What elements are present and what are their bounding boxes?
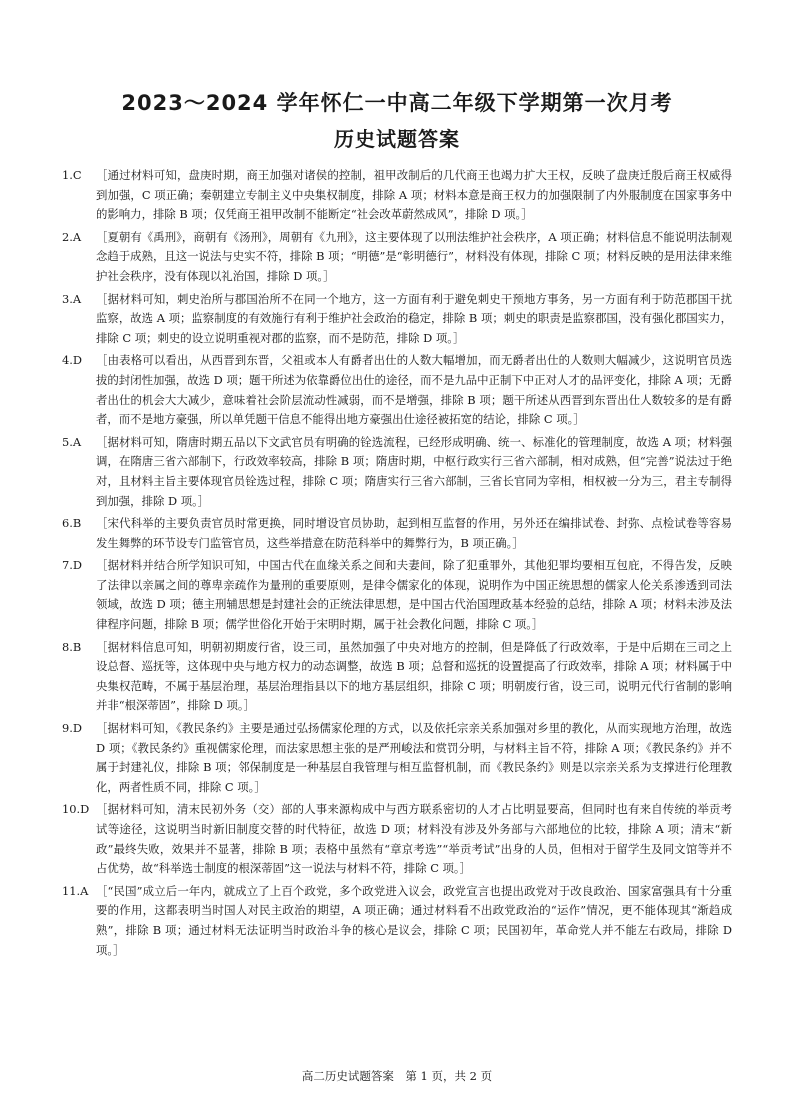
- answer-item: [62, 166, 732, 225]
- answer-key: 4.D: [62, 353, 83, 368]
- answer-item: [62, 882, 732, 960]
- answer-explanation: ［宋代科举的主要负责官员时常更换，同时增设官员协助，起到相互监督的作用，另外还在编排试卷、封弥、点检试卷等容易发生舞弊的环节设专门监管官员，这些举措意在防范科举中的舞弊行为，B 项正确。］: [96, 516, 732, 550]
- answer-key: 10.D: [62, 802, 90, 817]
- answer-key: 5.A: [62, 434, 82, 449]
- answer-item: [62, 800, 732, 878]
- answer-key: 11.A: [62, 883, 89, 898]
- answer-explanation: ［据材料信息可知，明朝初期废行省，设三司，虽然加强了中央对地方的控制，但是降低了行政效率，于是中后期在三司之上设总督、巡抚等，这体现中央与地方权力的动态调整，故选 B 项；总督和巡抚的设置提高了行政效率，排除 A 项；材料属于中央集权范畴，不属于基层治理，基层治理指县以下的地方基层组织，排除 C 项；明朝废行省，设三司，说明元代行省制的影响并非“根深蒂固”，排除 D 项。］: [96, 639, 732, 713]
- answer-item: [62, 719, 732, 797]
- answer-explanation: ［据材料可知，隋唐时期五品以下文武官员有明确的铨选流程，已经形成明确、统一、标准化的管理制度，故选 A 项；材料强调，在隋唐三省六部制下，行政效率较高，排除 B 项；隋唐时期，中枢行政实行三省六部制，相对成熟，但“完善”说法过于绝对，且材料主旨主要体现官员铨选过程，排除 C 项；隋唐实行三省六部制，三省长官同为宰相，相权被一分为三，君主专制得到加强，排除 D 项。］: [96, 434, 732, 508]
- answer-item: [62, 514, 732, 553]
- answer-explanation: ［通过材料可知，盘庚时期，商王加强对诸侯的控制，祖甲改制后的几代商王也竭力扩大王权，反映了盘庚迁殷后商王权威得到加强，C 项正确；秦朝建立专制主义中央集权制度，排除 A 项；材料本意是商王权力的加强限制了内外服制度在国家事务中的影响力，排除 B 项；仅凭商王祖甲改制不能断定“社会改革蔚然成风”，排除 D 项。］: [96, 168, 732, 222]
- answer-key: 7.D: [62, 558, 83, 573]
- answer-key-subtitle: 历史试题答案: [334, 127, 460, 151]
- answer-explanation: ［夏朝有《禹刑》，商朝有《汤刑》，周朝有《九刑》，这主要体现了以刑法维护社会秩序，A 项正确；材料信息不能说明法制观念趋于成熟，且这一说法与史实不符，排除 B 项；“明德”是“彰明德行”，材料没有体现，排除 C 项；材料反映的是用法律来维护社会秩序，没有体现以礼治国，排除 D 项。］: [96, 229, 732, 283]
- answer-item: [62, 351, 732, 429]
- answer-explanation: ［据材料可知，清末民初外务（交）部的人事来源构成中与西方联系密切的人才占比明显要高，但同时也有来自传统的举贡考试等途径，这说明当时新旧制度交替的时代特征，故选 D 项；材料没有涉及外务部与六部地位的比较，排除 A 项；清末“新政”最终失败，效果并不显著，排除 B 项；表格中虽然有“章京考选”“举贡考试”出身的人员，但相对于留学生及同文馆等并不占优势，故“科举选士制度的根深蒂固”这一说法与材料不符，排除 C 项。］: [96, 802, 732, 876]
- answer-explanation: ［“民国”成立后一年内，就成立了上百个政党，多个政党进入议会，政党宣言也提出政党对于改良政治、国家富强具有十分重要的作用，这都表明当时国人对民主政治的期望，A 项正确；通过材料看不出政党政治的“运作”情况，更不能体现其“渐趋成熟”，排除 B 项；通过材料无法证明当时政治斗争的核心是议会，排除 C 项；民国初年，革命党人并不能左右政局，排除 D 项。］: [96, 883, 732, 957]
- answer-key: 2.A: [62, 229, 82, 244]
- answer-explanation: ［据材料可知，《教民条约》主要是通过弘扬儒家伦理的方式，以及依托宗亲关系加强对乡里的教化，从而实现地方治理，故选 D 项；《教民条约》重视儒家伦理，而法家思想主张的是严刑峻法和赏罚分明，与材料主旨不符，排除 A 项；《教民条约》并不属于封建礼仪，排除 B 项；邻保制度是一种基层自我管理与相互监督机制，而《教民条约》则是以宗亲关系为支撑进行伦理教化，两者性质不同，排除 C 项。］: [96, 721, 732, 794]
- answer-key: 8.B: [62, 639, 82, 654]
- answer-explanation: ［由表格可以看出，从西晋到东晋，父祖或本人有爵者出仕的人数大幅增加，而无爵者出仕的人数则大幅减少，这说明官员选拔的封闭性加强，故选 D 项；题干所述为依靠爵位出仕的途径，而不是九品中正制下中正对人才的品评变化，排除 A 项；无爵者出仕的机会大大减少，意味着社会阶层流动性减弱，而不是增强，排除 B 项；题干所述从西晋到东晋出仕人数较多的是有爵者，而不是地方豪强，所以单凭题干信息不能得出地方豪强出仕途径被拓宽的结论，排除 C 项。］: [96, 353, 732, 427]
- answer-item: [62, 638, 732, 716]
- answer-list: [62, 166, 732, 960]
- page-footer: 高二历史试题答案 第 1 页，共 2 页: [301, 1069, 493, 1083]
- answer-key: 1.C: [62, 168, 82, 182]
- answer-key: 3.A: [62, 291, 82, 306]
- answer-item: [62, 556, 732, 634]
- answer-item: [62, 228, 732, 287]
- answer-key: 6.B: [62, 516, 82, 531]
- exam-title: 2023～2024 学年怀仁一中高二年级下学期第一次月考: [121, 91, 673, 115]
- answer-key: 9.D: [62, 721, 83, 736]
- answer-explanation: ［据材料可知，刺史治所与郡国治所不在同一个地方，这一方面有利于避免刺史干预地方事务，另一方面有利于防范郡国干扰监察，故选 A 项；监察制度的有效施行有利于维护社会政治的稳定，排除 B 项；刺史的职责是监察郡国，没有强化郡国实力，排除 C 项；刺史的设立说明重视对郡的监察，而不是防范，排除 D 项。］: [96, 291, 732, 345]
- answer-item: [62, 290, 732, 349]
- answer-explanation: ［据材料并结合所学知识可知，中国古代在血缘关系之间和夫妻间，除了犯重罪外，其他犯罪均要相互包庇，不得告发，反映了法律以亲属之间的尊卑亲疏作为量刑的重要原则，是律令儒家化的体现，说明作为中国正统思想的儒家人伦关系渗透到司法领域，故选 D 项；德主刑辅思想是封建社会的正统法律思想，是中国古代治国理政基本经验的总结，排除 A 项；材料未涉及法律程序问题，排除 B 项；儒学世俗化开始于宋明时期，属于社会教化问题，排除 C 项。］: [96, 558, 732, 632]
- answer-item: [62, 433, 732, 511]
